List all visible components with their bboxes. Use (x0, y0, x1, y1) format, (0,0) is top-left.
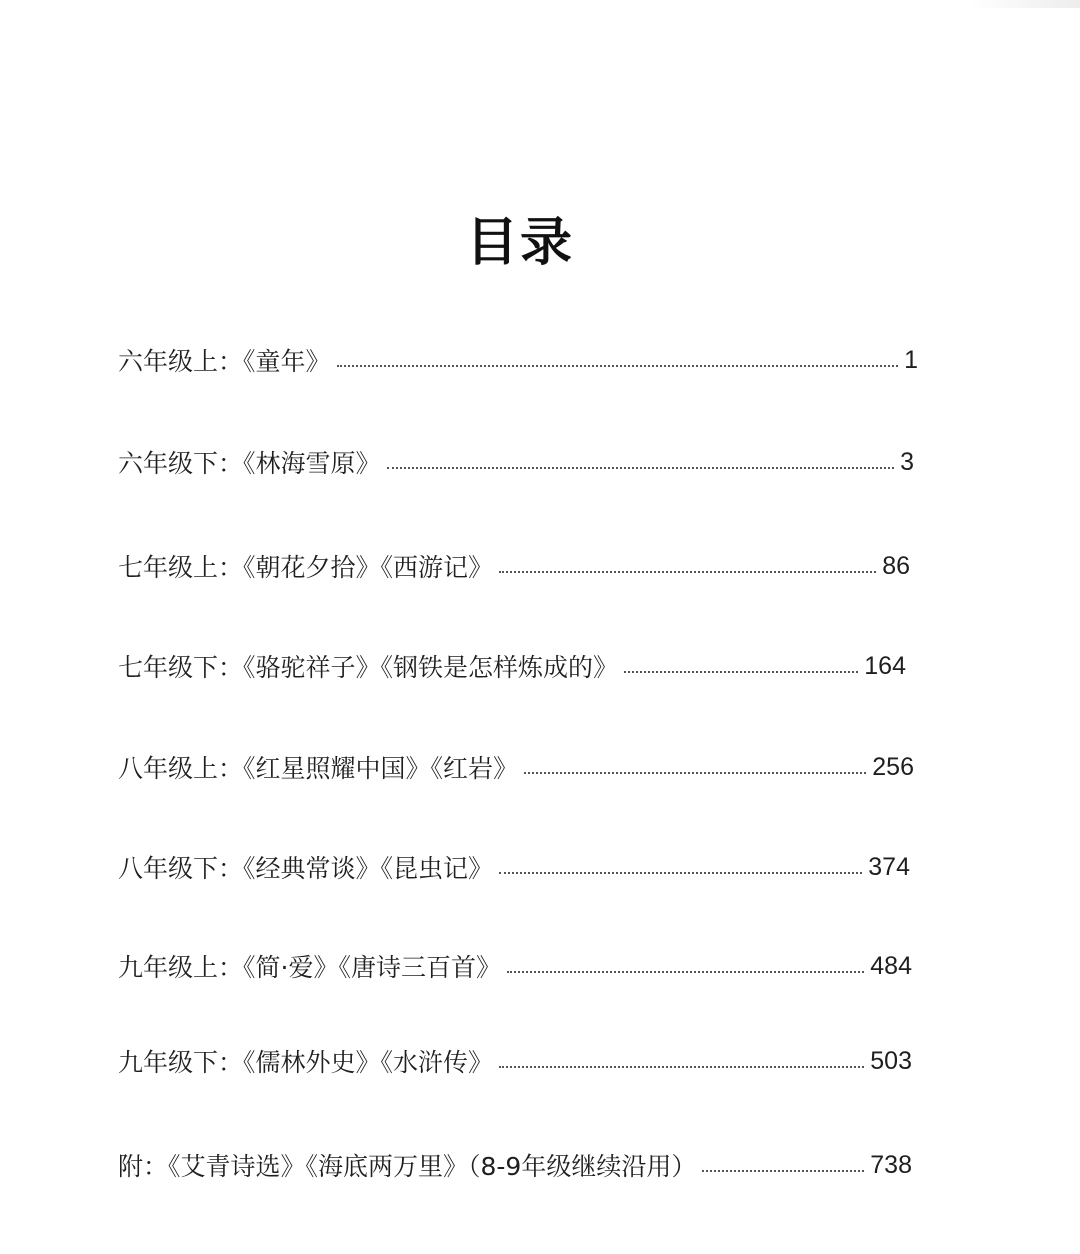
dot-leader (387, 467, 895, 469)
toc-entry[interactable] (118, 646, 906, 686)
dot-leader (507, 971, 864, 973)
toc-entry[interactable] (118, 546, 910, 586)
toc-entry-page: 3 (900, 447, 914, 476)
toc-entry-page: 738 (870, 1150, 912, 1179)
toc-entry-label: 六年级下：《林海雪原》 (118, 449, 381, 478)
toc-entry[interactable] (118, 847, 910, 887)
dot-leader (624, 671, 858, 673)
toc-entry-page: 503 (870, 1046, 912, 1075)
dot-leader (499, 1066, 864, 1068)
toc-entry-page: 256 (872, 752, 914, 781)
toc-entry-page: 374 (868, 852, 910, 881)
page-title: 目录 (465, 213, 574, 273)
toc-entry[interactable] (118, 340, 918, 380)
toc-entry-label: 附：《艾青诗选》《海底两万里》（8-9年级继续沿用） (118, 1152, 697, 1181)
toc-entry[interactable] (118, 747, 914, 787)
dot-leader (524, 772, 866, 774)
toc-entry-page: 164 (864, 651, 906, 680)
toc-entry[interactable] (118, 1145, 912, 1185)
toc-entry[interactable] (118, 1041, 912, 1081)
toc-entry[interactable] (118, 442, 914, 482)
toc-entry-label: 七年级下：《骆驼祥子》《钢铁是怎样炼成的》 (118, 653, 619, 682)
toc-entry-page: 1 (904, 345, 918, 374)
dot-leader (499, 571, 876, 573)
toc-entry-page: 86 (882, 551, 910, 580)
dot-leader (702, 1170, 864, 1172)
toc-entry-label: 八年级上：《红星照耀中国》《红岩》 (118, 754, 519, 783)
dot-leader (337, 365, 899, 367)
dot-leader (499, 872, 862, 874)
toc-entry-label: 九年级下：《儒林外史》《水浒传》 (118, 1048, 494, 1077)
toc-entry-label: 九年级上：《简·爱》《唐诗三百首》 (118, 953, 501, 982)
toc-entry[interactable] (118, 946, 912, 986)
toc-entry-label: 八年级下：《经典常谈》《昆虫记》 (118, 854, 494, 883)
toc-entry-label: 七年级上：《朝花夕拾》《西游记》 (118, 553, 494, 582)
toc-entry-page: 484 (870, 951, 912, 980)
toc-entry-label: 六年级上：《童年》 (118, 347, 331, 376)
scan-edge-shadow (970, 0, 1080, 8)
